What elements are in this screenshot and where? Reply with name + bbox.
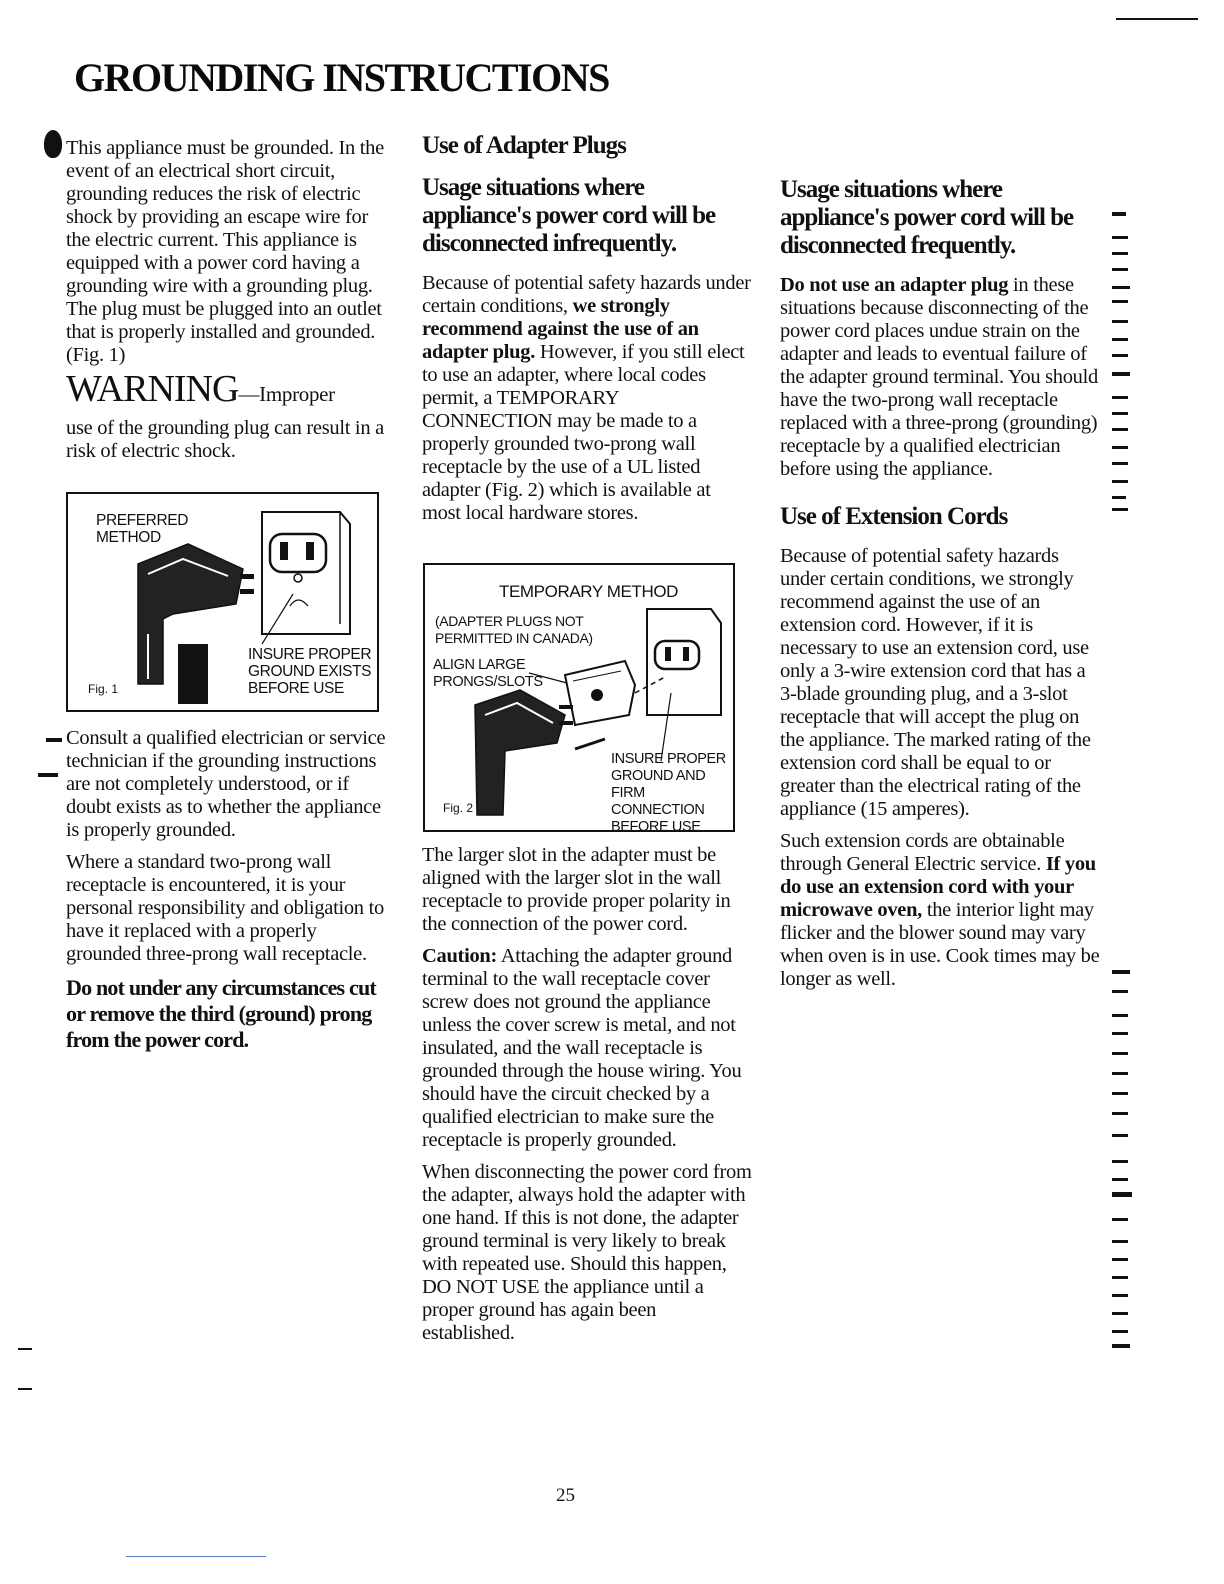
warning-heading	[66, 368, 386, 410]
column-left-lower	[66, 727, 386, 1062]
infrequent-subheading: Usage situations where appliance's power cord will be disconnected infrequently.	[422, 174, 716, 257]
page-number: 25	[556, 1485, 575, 1506]
column-left	[66, 137, 386, 472]
figure-1-insure-label: INSURE PROPER GROUND EXISTS BEFORE USE	[248, 646, 372, 697]
bullet-mark-middle	[46, 738, 62, 742]
figure-1-number: Fig. 1	[88, 682, 119, 696]
frequent-text-bold: Do not use an adapter plug	[780, 274, 1009, 296]
adapter-text-a: Because of potential safety hazards under certain conditions,	[422, 272, 751, 317]
margin-dash-1	[18, 1348, 32, 1350]
extension-service-bold: If you do use an extension cord with your microwave oven,	[780, 853, 1096, 921]
extension-service-text: Such extension cords are obtainable through General Electric service.	[780, 830, 1065, 875]
bullet-mark-top	[44, 130, 62, 158]
frequent-text: in these situations because disconnecting of the power cord places undue strain on the adapter and leads to eventual failure of the adapter ground terminal. You should have the two-prong wall receptacle replaced with a three-prong (grounding) receptacle by a qualified electrician before using the appliance.	[780, 274, 1098, 480]
caution-paragraph	[422, 945, 752, 1152]
standard-receptacle-paragraph: Where a standard two-prong wall receptacle is encountered, it is your personal responsibility and obligation to have it replaced with a properly grounded three-prong wall receptacle.	[66, 851, 384, 965]
warning-rest: —Improper	[238, 382, 335, 406]
polarity-paragraph: The larger slot in the adapter must be aligned with the larger slot in the wall receptacle to provide proper polarity in the connection of the power cord.	[422, 844, 731, 935]
adapter-paragraph	[422, 272, 752, 525]
figure-2	[423, 563, 735, 835]
bullet-mark-middle-2	[38, 773, 58, 777]
margin-dash-2	[18, 1388, 32, 1390]
figure-1	[66, 492, 379, 712]
intro-paragraph: This appliance must be grounded. In the event of an electrical short circuit, grounding reduces the risk of electric shock by providing an escape wire for the electric current. This appliance is equipped with a power cord having a grounding wire with a grounding plug. The plug must be plugged into an outlet that is properly installed and grounded. (Fig. 1)	[66, 137, 384, 366]
frequent-paragraph	[780, 274, 1100, 481]
figure-2-number: Fig. 2	[443, 801, 474, 815]
bottom-rule	[126, 1556, 266, 1557]
figure-2-insure-label: INSURE PROPER GROUND AND FIRM CONNECTION BEFORE USE	[611, 751, 726, 835]
column-right	[780, 176, 1100, 1000]
extension-service-paragraph	[780, 830, 1100, 991]
do-not-remove-prong-notice: Do not under any circumstances cut or remove the third (ground) prong from the power cord.	[66, 975, 376, 1052]
figure-2-align-label: ALIGN LARGE PRONGS/SLOTS	[433, 657, 543, 690]
warning-text: use of the grounding plug can result in a risk of electric shock.	[66, 417, 384, 462]
page-title: GROUNDING INSTRUCTIONS	[74, 55, 609, 100]
extension-service-end: the interior light may flicker and the blower sound may vary when oven is in use. Cook times may be longer as well.	[780, 899, 1100, 990]
disconnecting-paragraph: When disconnecting the power cord from the adapter, always hold the adapter with one hand. If this is not done, the adapter ground terminal is very likely to break with repeated use. Should this happen, DO NOT USE the appliance until a proper ground has again been established.	[422, 1161, 752, 1344]
adapter-text-strong: we strongly recommend against the use of an adapter plug.	[422, 295, 699, 363]
frequent-subheading: Usage situations where appliance's power cord will be disconnected frequently.	[780, 176, 1074, 259]
adapter-text-c: However, if you still elect to use an adapter, where local codes permit, a TEMPORARY CONNECTION may be made to a properly grounded two-prong wall receptacle by the use of a UL listed adapter (Fig. 2) which is available at most local hardware stores.	[422, 341, 745, 524]
figure-2-title: TEMPORARY METHOD	[499, 582, 679, 601]
caution-label: Caution:	[422, 945, 498, 967]
extension-cords-heading: Use of Extension Cords	[780, 503, 1008, 530]
column-middle-lower	[422, 844, 752, 1354]
column-middle	[422, 132, 752, 534]
top-rule	[1116, 18, 1198, 20]
warning-word: WARNING	[66, 368, 239, 410]
consult-paragraph: Consult a qualified electrician or service technician if the grounding instructions are not completely understood, or if doubt exists as to whether the appliance is properly grounded.	[66, 727, 386, 841]
figure-2-canada-note: (ADAPTER PLUGS NOT PERMITTED IN CANADA)	[435, 613, 593, 646]
extension-paragraph: Because of potential safety hazards under certain conditions, we strongly recommend against the use of an extension cord. However, if it is necessary to use an extension cord, use only a 3-wire extension cord that has a 3-blade grounding plug, and a 3-slot receptacle that will accept the plug on the appliance. The marked rating of the extension cord shall be equal to or greater than the electrical rating of the appliance (15 amperes).	[780, 545, 1091, 820]
adapter-plugs-heading: Use of Adapter Plugs	[422, 132, 626, 159]
caution-text: Attaching the adapter ground terminal to the wall receptacle cover screw does not ground the appliance unless the cover screw is metal, and not insulated, and the wall receptacle is grounded through the house wiring. You should have the circuit checked by a qualified electrician to make sure the receptacle is properly grounded.	[422, 945, 742, 1151]
figure-1-method-label: PREFERRED METHOD	[96, 512, 188, 546]
